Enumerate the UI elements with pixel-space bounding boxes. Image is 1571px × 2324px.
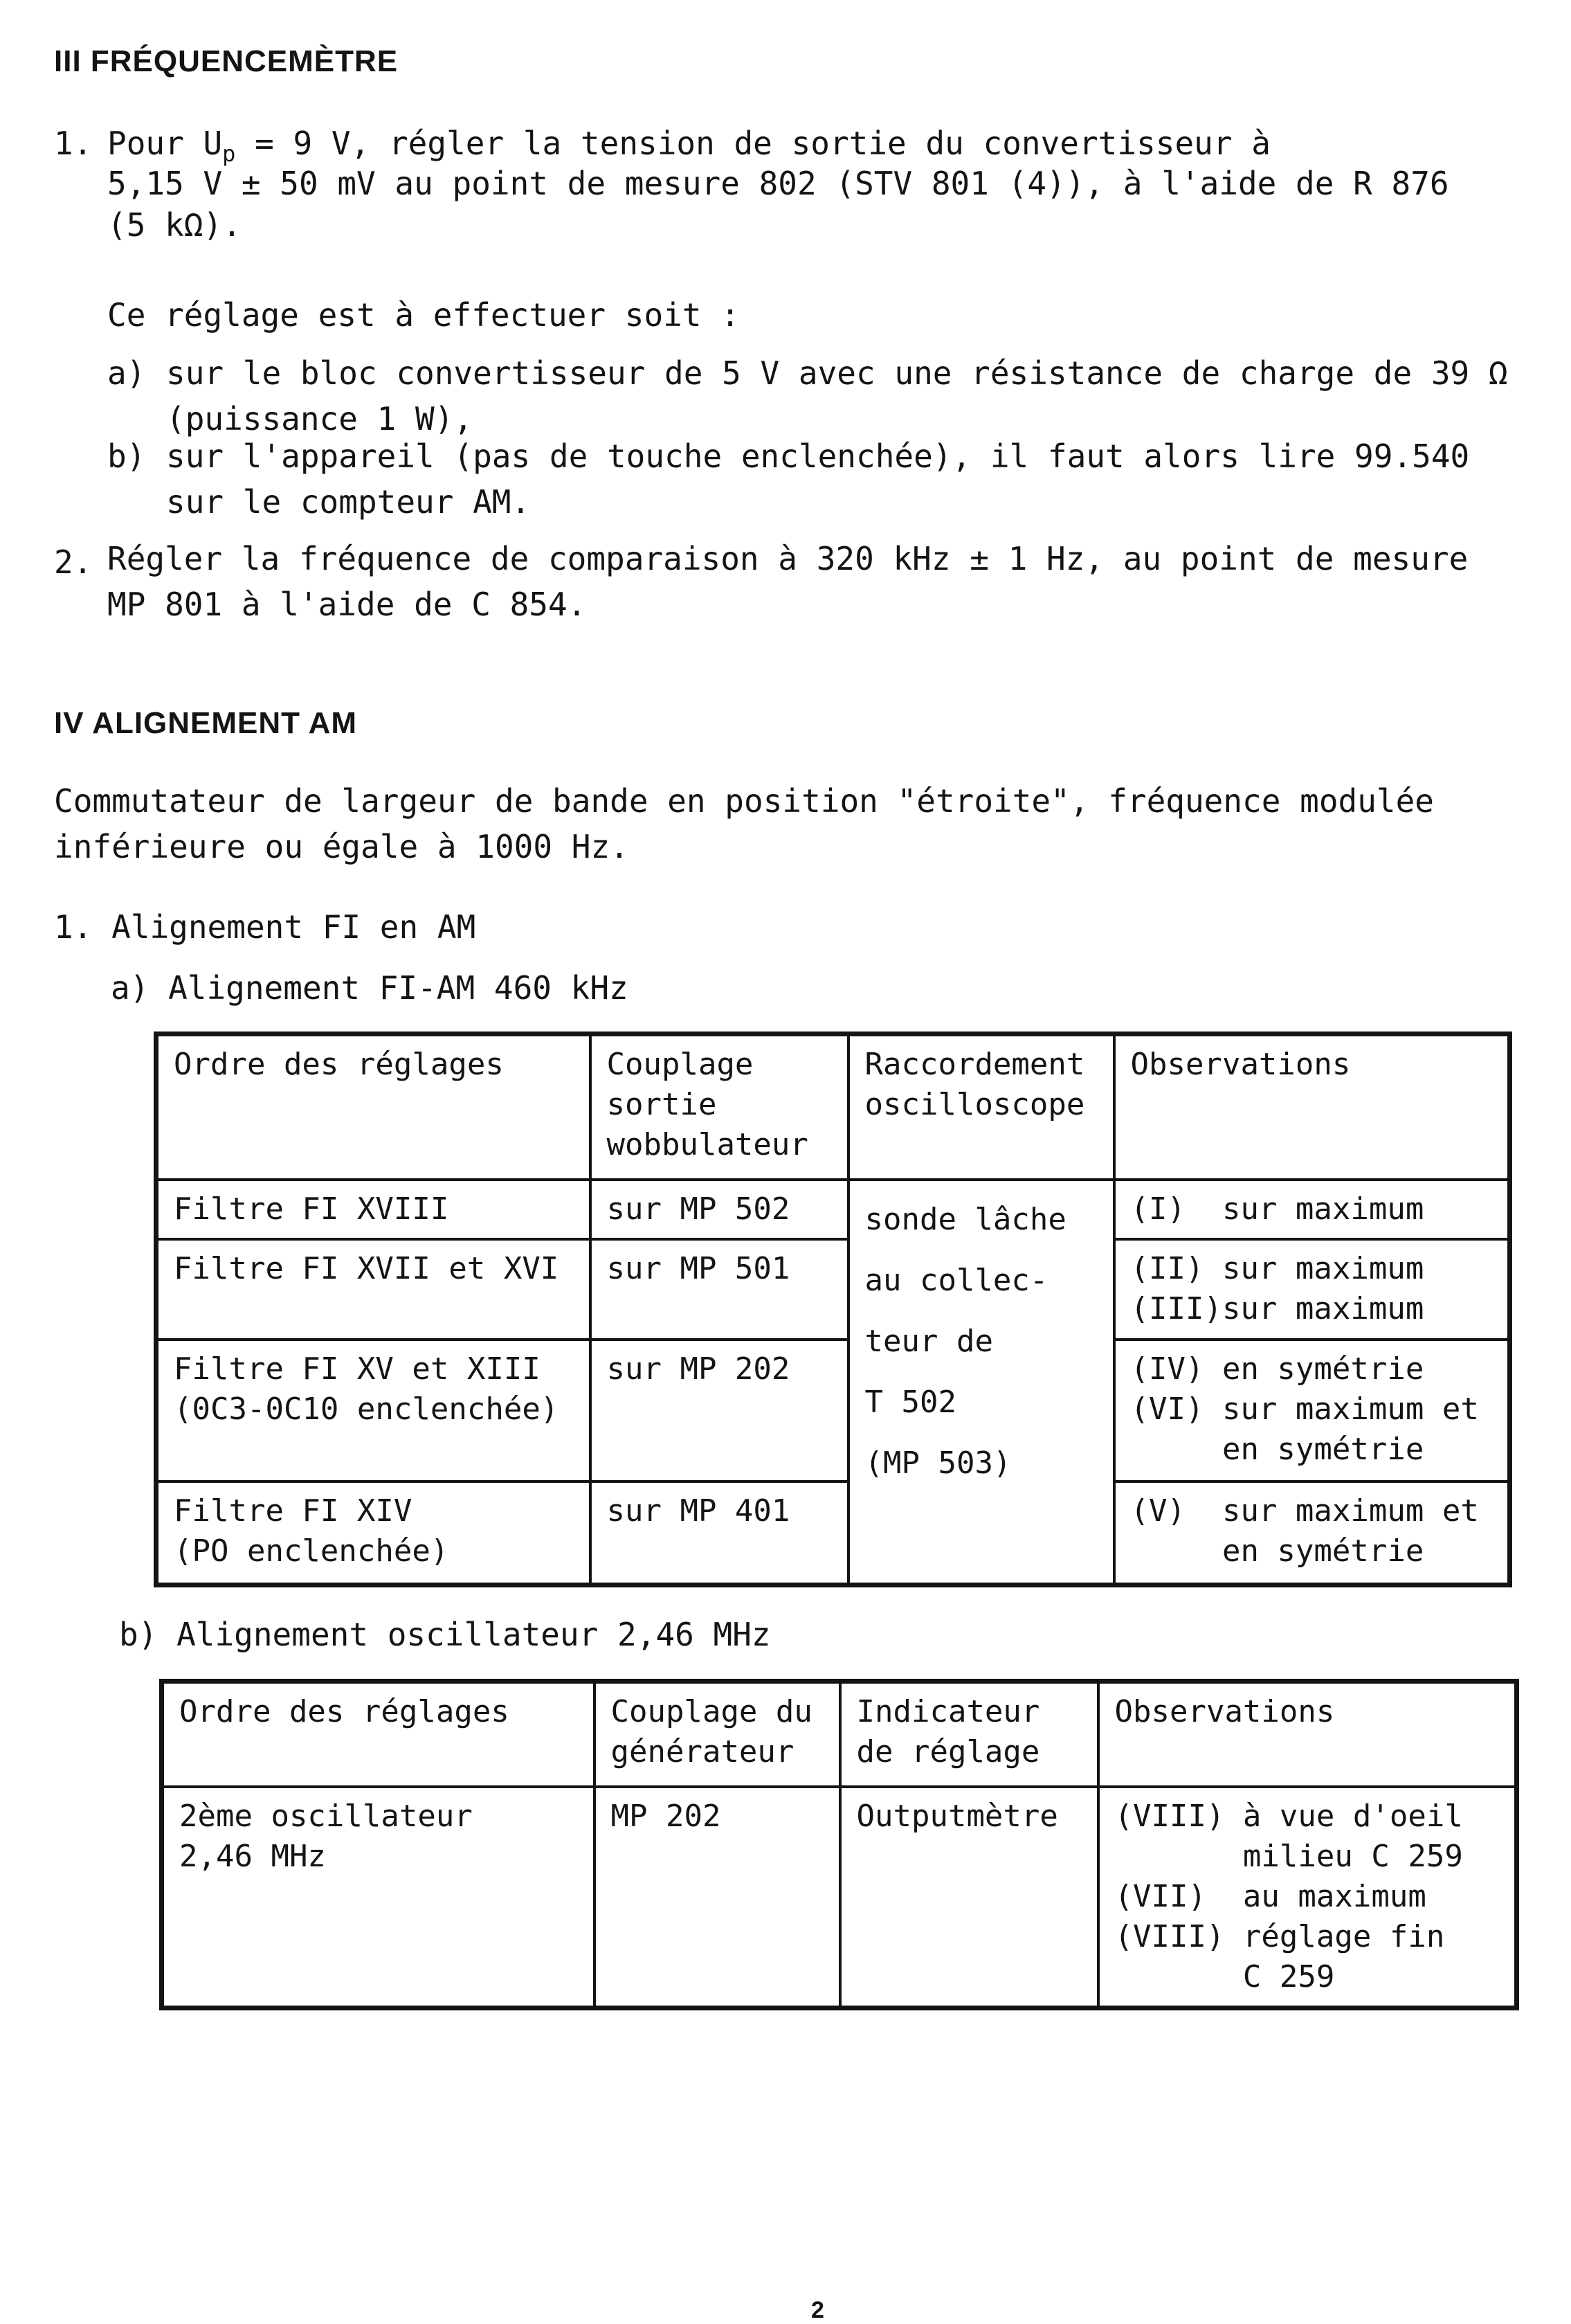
section-4-title: IV ALIGNEMENT AM	[54, 706, 358, 740]
section-3-item-1-line-3: (5 kΩ).	[107, 206, 242, 244]
cell-couplage: MP 202	[594, 1787, 840, 2008]
section-3-item-2-line-1: Régler la fréquence de comparaison à 320 kHz ± 1 Hz, au point de mesure	[107, 540, 1469, 577]
item-1-line-1-rest: = 9 V, régler la tension de sortie du convertisseur à	[235, 125, 1271, 162]
section-4-intro-line-1: Commutateur de largeur de bande en position "étroite", fréquence modulée	[54, 782, 1434, 820]
cell-raccordement: sonde lâche au collec- teur de T 502 (MP 503)	[848, 1180, 1114, 1585]
cell-couplage: sur MP 501	[590, 1239, 848, 1340]
section-3-item-2-line-2: MP 801 à l'aide de C 854.	[107, 586, 587, 623]
cell-observations: (II) sur maximum (III)sur maximum	[1114, 1239, 1510, 1340]
cell-observations: (V) sur maximum et en symétrie	[1114, 1481, 1510, 1585]
section-3-item-1-intro: Ce réglage est à effectuer soit :	[107, 296, 740, 334]
option-a-line-2: (puissance 1 W),	[166, 400, 473, 438]
header-observations: Observations	[1098, 1682, 1517, 1787]
section-3-item-2-number: 2.	[54, 543, 93, 581]
table-row	[156, 1239, 1510, 1340]
table-row	[156, 1481, 1510, 1585]
up-symbol: Pour U	[107, 125, 223, 162]
cell-ordre: Filtre FI XVIII	[156, 1180, 590, 1239]
option-b-line-2: sur le compteur AM.	[166, 483, 531, 521]
page-number: 2	[811, 2297, 824, 2323]
header-ordre: Ordre des réglages	[156, 1034, 590, 1180]
table-header-row	[162, 1682, 1517, 1787]
header-couplage: Couplage du générateur	[594, 1682, 840, 1787]
alignment-fi-am-table	[154, 1032, 1512, 1587]
cell-couplage: sur MP 202	[590, 1340, 848, 1481]
cell-couplage: sur MP 502	[590, 1180, 848, 1239]
option-a-line-1: sur le bloc convertisseur de 5 V avec une résistance de charge de 39 Ω	[166, 354, 1508, 392]
table-row	[156, 1180, 1510, 1239]
section-3-item-1-number: 1.	[54, 125, 93, 162]
cell-couplage: sur MP 401	[590, 1481, 848, 1585]
cell-ordre: Filtre FI XV et XIII (0C3-0C10 enclenchée)	[156, 1340, 590, 1481]
cell-observations: (IV) en symétrie (VI) sur maximum et en symétrie	[1114, 1340, 1510, 1481]
cell-ordre: Filtre FI XVII et XVI	[156, 1239, 590, 1340]
cell-ordre: 2ème oscillateur 2,46 MHz	[162, 1787, 594, 2008]
header-observations: Observations	[1114, 1034, 1510, 1180]
table-row	[162, 1787, 1517, 2008]
option-a-label: a)	[107, 354, 146, 392]
header-raccordement: Raccordement oscilloscope	[848, 1034, 1114, 1180]
oscillator-alignment-table	[159, 1679, 1519, 2010]
header-indicateur: Indicateur de réglage	[840, 1682, 1098, 1787]
section-4-item-1: 1. Alignement FI en AM	[54, 908, 476, 946]
option-b-label: b)	[107, 438, 146, 475]
table-header-row	[156, 1034, 1510, 1180]
header-ordre: Ordre des réglages	[162, 1682, 594, 1787]
cell-observations: (I) sur maximum	[1114, 1180, 1510, 1239]
header-couplage: Couplage sortie wobbulateur	[590, 1034, 848, 1180]
cell-ordre: Filtre FI XIV (PO enclenchée)	[156, 1481, 590, 1585]
subsection-a-title: a) Alignement FI-AM 460 kHz	[111, 969, 628, 1007]
cell-indicateur: Outputmètre	[840, 1787, 1098, 2008]
option-b-line-1: sur l'appareil (pas de touche enclenchée), il faut alors lire 99.540	[166, 438, 1470, 475]
up-subscript: p	[222, 141, 236, 168]
cell-observations: (VIII) à vue d'oeil milieu C 259 (VII) au maximum (VIII) réglage fin C 259	[1098, 1787, 1517, 2008]
section-3-title: III FRÉQUENCEMÈTRE	[54, 44, 399, 78]
table-row	[156, 1340, 1510, 1481]
subsection-b-title: b) Alignement oscillateur 2,46 MHz	[119, 1616, 771, 1653]
section-3-item-1-line-1	[107, 125, 1271, 167]
section-4-intro-line-2: inférieure ou égale à 1000 Hz.	[54, 828, 629, 865]
section-3-item-1-line-2: 5,15 V ± 50 mV au point de mesure 802 (STV 801 (4)), à l'aide de R 876	[107, 165, 1449, 202]
